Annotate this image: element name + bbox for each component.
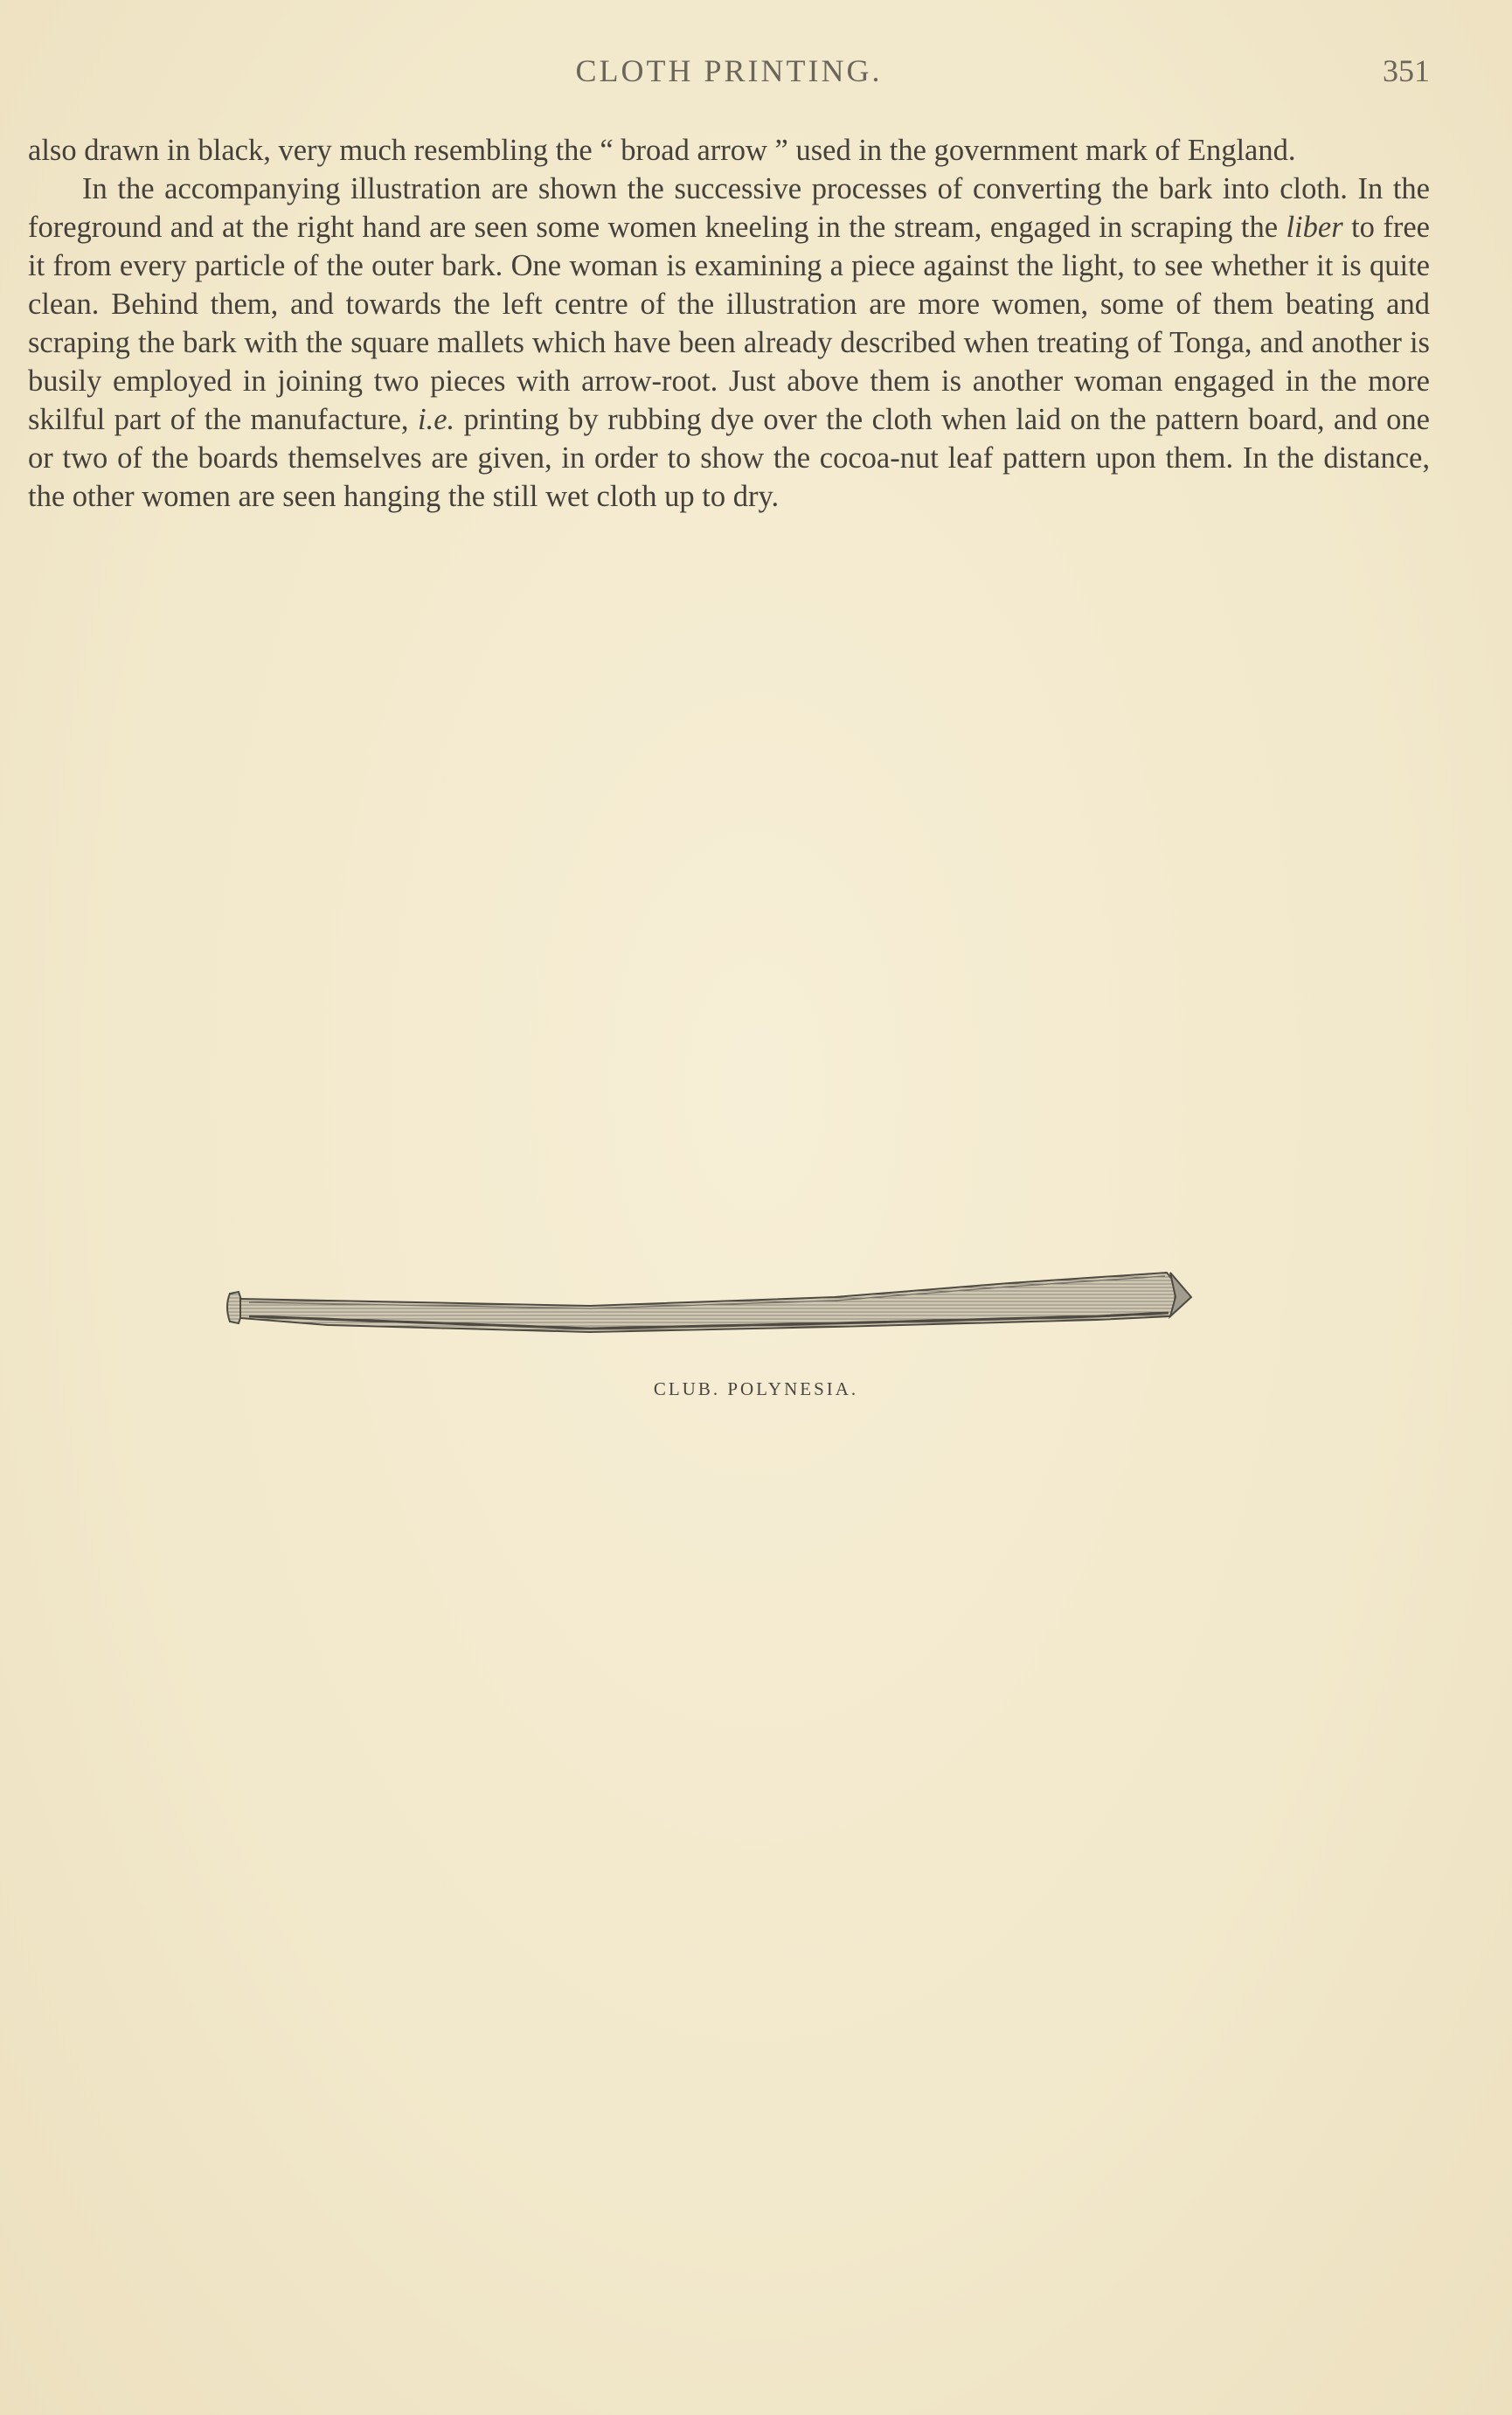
running-title: CLOTH PRINTING. [575,53,883,88]
club-illustration [223,1259,1193,1355]
paragraph-2-part-2: to free it from every particle of the outer bark. One woman is examining a piece against the light, to see whether it is quite clean. Behind them, and towards the left centre of the illustration are more women, some of them beating and scraping the bark with the square mallets which have been already described when treating of Tonga, and another is busily employed in joining two pieces with arrow-root. Just above them is another woman engaged in the more skilful part of the manufacture, [28,211,1430,436]
page-number: 351 [1383,53,1430,88]
body-text [28,131,1430,516]
italic-term-liber: liber [1286,211,1343,244]
figure-caption: CLUB. POLYNESIA. [653,1378,859,1399]
paragraph-2-part-3: printing by rubbing dye over the cloth when laid on the pattern board, and one or two of the boards themselves are given, in order to show the cocoa-nut leaf pattern upon them. In the distance, the other women are seen hanging the still wet cloth up to dry. [28,403,1430,513]
italic-term-ie: i.e. [418,403,455,436]
paragraph-2-part-1: In the accompanying illustration are shown the successive processes of converting the bark into cloth. In the foreground and at the right hand are seen some women kneeling in the stream, engaged in scraping the [28,172,1430,244]
paragraph-2 [28,170,1430,516]
running-head [28,52,1430,96]
paragraph-1: also drawn in black, very much resembling the “ broad arrow ” used in the government mark of England. [28,134,1296,167]
club-engraving-icon [223,1259,1193,1355]
